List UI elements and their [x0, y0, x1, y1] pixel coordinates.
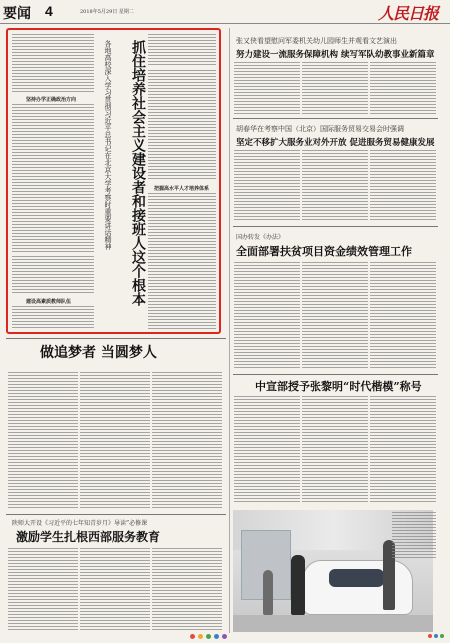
page-number: 4	[45, 3, 53, 19]
text-block	[8, 548, 78, 630]
story-3-kicker: 胡春华在考察中国（北京）国际服务贸易交易会时强调	[236, 125, 404, 133]
story-7-kicker: 陕师大开设《习近平的七年知青岁月》导读”必修课	[12, 520, 148, 527]
lead-subhead-1: 坚持办学正确政治方向	[26, 97, 77, 103]
column-divider	[229, 28, 230, 633]
divider	[233, 226, 438, 227]
story-4-headline: 全面部署扶贫项目资金绩效管理工作	[236, 245, 412, 258]
text-block	[234, 150, 300, 222]
text-block	[302, 396, 368, 504]
lead-subhead-2: 把握高水平人才培养体系	[154, 186, 210, 192]
masthead	[0, 0, 450, 24]
text-block	[8, 372, 78, 510]
lead-story-box	[6, 28, 221, 334]
text-block	[370, 396, 436, 504]
divider	[233, 118, 438, 119]
text-block	[302, 262, 368, 370]
text-block	[302, 150, 368, 222]
text-block	[148, 34, 216, 66]
text-block	[148, 70, 216, 180]
text-block	[80, 548, 150, 630]
lead-subheadline: 各地高校深入学习贯彻习近平总书记在北京大学考察时重要讲话精神	[104, 40, 112, 250]
lead-subhead-3: 建设高素质教师队伍	[26, 299, 72, 305]
section-name: 要闻	[3, 5, 31, 21]
text-block	[234, 62, 300, 114]
newspaper-logo: 人民日报	[377, 4, 438, 23]
text-block	[234, 262, 300, 370]
photo-caption	[392, 512, 436, 558]
story-6-headline: 中宣部授予张黎明“时代楷模”称号	[255, 380, 422, 393]
divider	[6, 338, 226, 339]
text-block	[80, 372, 150, 510]
story-2-kicker: 张又侠看望慰问军委机关幼儿园师生并观看文艺演出	[236, 37, 397, 45]
text-block	[370, 150, 436, 222]
text-block	[370, 262, 436, 370]
issue-date: 2018年5月29日 星期二	[80, 9, 134, 15]
story-3-headline: 坚定不移扩大服务业对外开放 促进服务贸易健康发展	[236, 138, 435, 148]
divider	[233, 374, 438, 375]
footer-dots	[190, 634, 227, 639]
story-4-kicker: 国办转发《办法》	[236, 234, 285, 241]
text-block	[152, 548, 222, 630]
divider	[6, 514, 226, 515]
story-7-headline: 激励学生扎根西部服务教育	[16, 530, 161, 544]
text-block	[302, 62, 368, 114]
text-block	[370, 62, 436, 114]
story-5-headline: 做追梦者 当圆梦人	[40, 345, 157, 361]
text-block	[12, 306, 94, 330]
text-block	[152, 372, 222, 510]
text-block	[12, 104, 94, 252]
footer-dots-right	[428, 634, 444, 638]
story-2-headline: 努力建设一流服务保障机构 续写军队幼教事业新篇章	[236, 50, 435, 60]
lead-headline: 抓住培养社会主义建设者和接班人这个根本	[130, 40, 146, 306]
text-block	[234, 396, 300, 504]
text-block	[12, 34, 94, 92]
text-block	[12, 256, 94, 294]
text-block	[148, 193, 216, 330]
